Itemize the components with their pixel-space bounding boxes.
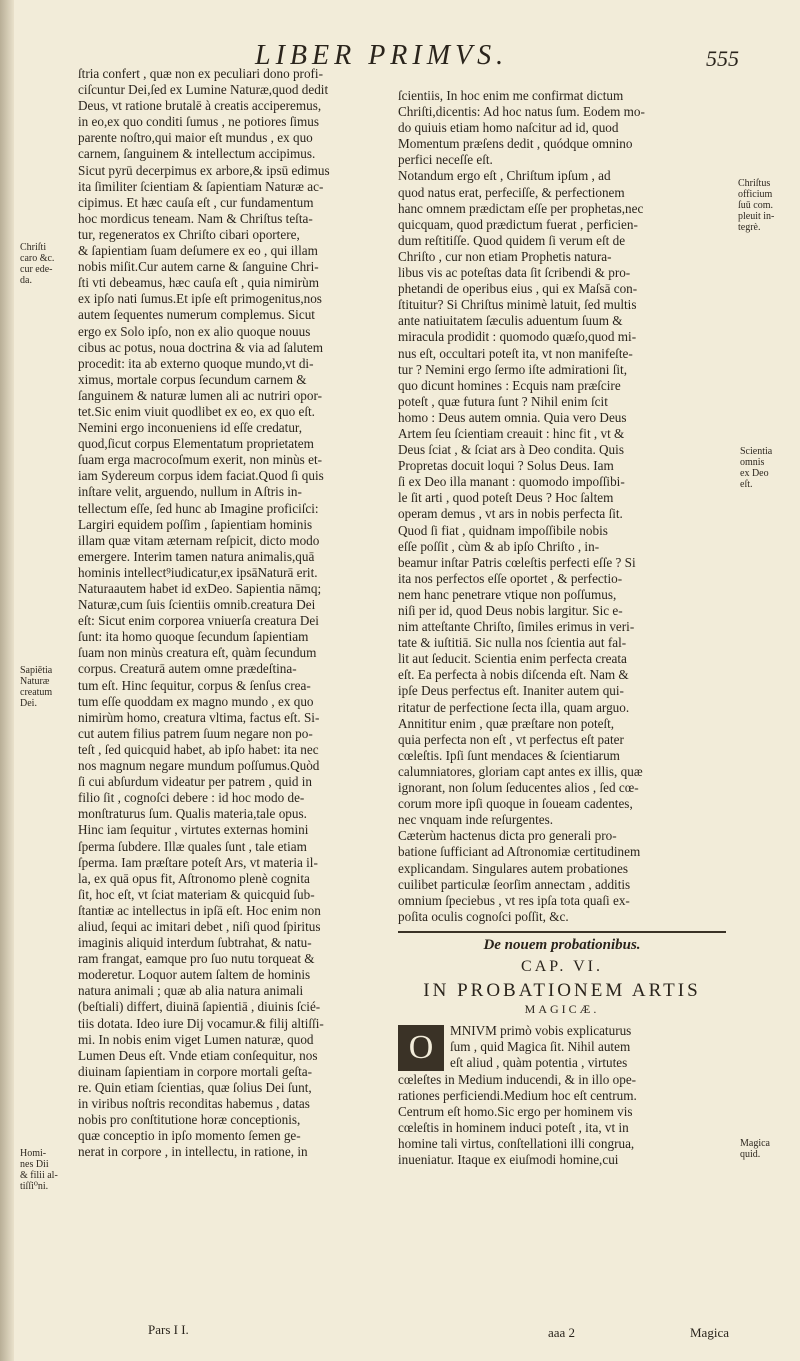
text-line: emergere. Interim tamen natura animalis,quā	[78, 548, 315, 564]
signature-mark: aaa 2	[548, 1325, 576, 1340]
running-head: LIBER PRIMVS.	[255, 40, 509, 71]
text-line: Nemini ergo inconueniens id eſſe credatur,	[78, 420, 303, 436]
text-line: Momentum præſens dedit , quódque omnino	[398, 136, 633, 152]
text-line: niſi per id, quod Deus nobis largitur. Sic e-	[398, 603, 623, 618]
text-line: nos magnum negare mundum poſſumus.Quòd	[78, 758, 320, 774]
text-line: hanc omnem prædictam eſſe per prophetas,nec	[398, 200, 644, 216]
text-line: eſt. Ea perfecta à nobis diſcenda eſt. Nam &	[398, 667, 629, 683]
text-line: Annititur enim , quæ præſtare non poteſt,	[398, 715, 615, 731]
text-line: Quod ſi fiat , quidnam impoſſibile nobis	[398, 522, 608, 538]
text-line: nobis miſit.Cur autem carne & ſanguine Chri-	[78, 259, 319, 275]
text-line: nimirùm homo, creatura vltima, factus eſt. Si-	[78, 709, 320, 725]
right-catchword: Magica	[690, 1325, 729, 1340]
text-line: ita nos perfectos eſſe oportet , & perfectio-	[398, 570, 623, 586]
text-line: omnium ſpeciebus , vt res ipſa tota quaſi ex-	[398, 892, 630, 908]
text-line: quæ conceptio in ipſo momento ſemen ge-	[78, 1128, 301, 1144]
text-line: eſt aliud , quàm potentia , virtutes	[450, 1055, 628, 1071]
text-line: corpus. Creaturā autem omne prædeſtina-	[78, 661, 297, 677]
text-line: ſuam non minùs creatura eſt, quàm ſecundum	[78, 645, 317, 661]
text-line: ſti vti debeamus, hæc cauſa eſt , quia nimirùm	[78, 275, 319, 291]
text-line: lit aut ſeducit. Scientia enim perfecta creata	[398, 651, 627, 667]
text-line: batione ſufficiant ad Aſtronomiæ certitudinem	[398, 844, 641, 860]
text-line: Hinc iam ſequitur , virtutes externas homini	[78, 822, 309, 838]
text-line: poſita oculis cognoſci poſſit, &c.	[398, 908, 569, 924]
text-line: diuinam ſapientiam in corpore mortali geſta-	[78, 1063, 313, 1079]
text-line: Naturæ,cum ſuis ſcientiis omnib.creatura Dei	[78, 597, 316, 613]
text-line: tum eſſe quoddam ex magno mundo , ex quo	[78, 693, 314, 709]
text-line: beamur inſtar Patris cœleſtis perfecti eſſe ? Si	[398, 554, 636, 570]
right-column	[398, 88, 726, 1168]
margin-note-scientia-ex-deo: Scientia omnis ex Deo eſt.	[740, 446, 773, 490]
section-title: De nouem probationibus.	[483, 936, 641, 953]
text-line: Cæterùm hactenus dicta pro generali pro-	[398, 828, 617, 844]
text-line: ignorant, non ſolum ſeducentes alios , ſed cœ-	[398, 780, 639, 796]
page-binding-shadow	[0, 0, 14, 1361]
text-line: ſtantiæ ac intellectus in ipſā eſt. Hoc enim non	[78, 902, 321, 918]
text-line: carnem, ſanguinem & intellectum accipimus.	[78, 146, 316, 162]
text-line: quicquam, quod prædictum fuerat , perficien-	[398, 216, 638, 232]
text-line: nec vnquam inde reſurgentes.	[398, 812, 554, 828]
text-line: Lumen Deus eſt. Vnde etiam conſequitur, nos	[78, 1047, 318, 1063]
text-line: ſcientiis, In hoc enim me confirmat dictum	[398, 88, 624, 103]
text-line: tellectum eſſe, ſed hunc ab Imagine proficiſci:	[78, 500, 319, 516]
text-line: hominis intellect⁹iudicatur,ex ipsāNaturā erit.	[78, 564, 318, 580]
text-line: ſi ex Deo illa manant : quomodo impoſſibi-	[398, 474, 625, 490]
text-line: libus vis ac poteſtas data ſit ſcribendi & pro-	[398, 265, 631, 281]
section-divider	[398, 931, 726, 933]
text-line: in eo,ex quo conditi ſumus , ne potiores ſimus	[78, 114, 320, 130]
text-line: mi. In nobis enim viget Lumen naturæ, quod	[78, 1031, 314, 1047]
chapter-opening	[398, 1023, 726, 1168]
text-line: tur ? Nemini ergo ſermo iſte admirationi ſit,	[398, 361, 628, 377]
text-line: in viribus noſtris reconditas habemus , datas	[78, 1096, 310, 1111]
text-line: imaginis aliquid interdum ſubtrahat, & natu-	[78, 935, 312, 951]
text-line: nerat in corpore , in intellectu, in ratione, in	[78, 1144, 308, 1160]
chapter-subtitle: MAGICÆ.	[524, 1002, 600, 1017]
text-line: cut autem filius patrem ſuum negare non po-	[78, 725, 313, 741]
text-line: Chriſto , cur non etiam Prophetis natura-	[398, 248, 612, 264]
text-line: homo : Deus autem omnia. Quia vero Deus	[398, 409, 627, 425]
text-line: MNIVM primò vobis explicaturus	[450, 1023, 632, 1039]
text-line: ciſcuntur Dei,ſed ex Lumine Naturæ,quod dedit	[78, 82, 329, 98]
text-line: ram frangat, eamque pro ſuo nutu torqueat &	[78, 951, 315, 967]
text-line: dum reſtitiſſe. Quod quidem ſi verum eſt de	[398, 232, 626, 248]
text-line: eſſe poſſit , cùm & ab ipſo Chriſto , in-	[398, 538, 600, 554]
text-line: le ſit arti , quod poteſt Deus ? Hoc ſaltem	[398, 490, 614, 506]
text-line: Largiri equidem poſſim , ſapientiam hominis	[78, 516, 313, 532]
margin-note-magica-quid: Magica quid.	[740, 1138, 770, 1160]
text-line: illam quæ vitam æternam reſpicit, dicto modo	[78, 532, 320, 548]
text-line: cœleſtes in Medium inducendi, & in illo ope-	[398, 1071, 637, 1087]
left-catchword: Pars I I.	[148, 1322, 189, 1337]
text-line: natura animali ; quæ ab alia natura animali	[78, 983, 304, 999]
text-line: cœleſtis. Ipſi ſunt mendaces & ſcientiarum	[398, 747, 620, 763]
text-line: filio ſit , cognoſci debere : id hoc modo de-	[78, 790, 305, 806]
text-line: cipimus. Et hæc cauſa eſt , cur fundamentum	[78, 194, 314, 210]
text-line: eſt: Sicut enim corporea vniuerſa creatura Dei	[78, 613, 319, 629]
text-line: ritatur de perfectione ſecta illa, quam arguo.	[398, 699, 630, 715]
text-line: ximus, mortale corpus ſecundum carnem &	[78, 371, 307, 387]
text-line: ſtituitur? Si Chriſtus minimè latuit, ſed multis	[398, 297, 637, 313]
text-line: autem ſequentes numerum complemus. Sicut	[78, 307, 315, 323]
text-line: ex ipſo nati ſumus.Et ipſe eſt primogenitus,nos	[78, 291, 322, 307]
text-line: hoc mordicus teneam. Nam & Chriſtus teſta-	[78, 210, 313, 226]
text-line: ſperma. Iam præſtare poteſt Ars, vt materia il-	[78, 854, 318, 870]
text-line: nobis pro conſtitutione horæ conceptionis,	[78, 1112, 301, 1128]
text-line: moderetur. Loquor autem ſaltem de hominis	[78, 967, 311, 983]
text-line: & ſapientiam ſuam deſumere ex eo , qui illam	[78, 243, 318, 259]
text-line: rationes perficiendi.Medium hoc eſt centrum.	[398, 1087, 637, 1103]
text-line: cibus ac potus, noua doctrina & via ad ſalutem	[78, 339, 323, 355]
margin-note-homines-dii: Homi- nes Dii & filii al- tiſſi⁰ni.	[20, 1148, 58, 1192]
chapter-title: IN PROBATIONEM ARTIS	[423, 980, 701, 1002]
text-line: operam demus , vt ars in nobis perfecta ſit.	[398, 506, 623, 522]
chapter-number: CAP. VI.	[521, 957, 603, 975]
text-line: ergo ex Solo ipſo, non ex alio quoque nouus	[78, 323, 311, 339]
text-line: (beſtiali) differt, diuinā ſapientiā , diuinis ſcié-	[78, 999, 321, 1015]
text-line: Notandum ergo eſt , Chriſtum ipſum , ad	[398, 168, 611, 184]
text-line: Deus, vt ratione brutalē à creatis acciperemus,	[78, 98, 322, 114]
text-line: tum eſt. Hinc ſequitur, corpus & ſenſus crea-	[78, 677, 311, 693]
right-column-text	[398, 88, 726, 925]
text-line: inſtare velit, arguendo, nullum in Aſtris in-	[78, 484, 302, 500]
text-line: quod natus erat, perfeciſſe, & perfectionem	[398, 184, 625, 200]
text-line: cuilibet particulæ ſeorſim annectam , additis	[398, 876, 631, 892]
text-line: Sicut pyrū decerpimus ex arbore,& ipsū edimus	[78, 162, 330, 178]
text-line: ſi cui abſurdum videatur per patrem , quid in	[78, 774, 313, 790]
chapter-text	[398, 1023, 726, 1168]
text-line: tet.Sic enim viuit quodlibet ex eo, ex quo eſt.	[78, 403, 315, 419]
text-line: ſanguinem & naturæ lumen ali ac nutriri opor-	[78, 387, 323, 403]
text-line: perfici neceſſe eſt.	[398, 152, 493, 168]
text-line: ſperma ſubdere. Illæ quales ſunt , tale etiam	[78, 838, 307, 854]
text-line: la, ex quā opus fit, Aſtronomo plenè cognita	[78, 870, 310, 886]
text-line: homine tali virtus, conſtellationi illi congrua,	[398, 1135, 635, 1151]
text-line: miracula prodidit : quomodo quæſo,quod mi-	[398, 329, 637, 345]
text-line: re. Quin etiam ſcientias, quæ ſolius Dei ſunt,	[78, 1079, 312, 1095]
text-line: tate & iuſtitiā. Sic nulla nos ſcientia aut fal-	[398, 635, 627, 651]
text-line: Naturaautem habet id exDeo. Sapientia nāmq;	[78, 581, 322, 596]
left-column	[78, 66, 383, 1160]
text-line: ſtria confert , quæ non ex peculiari dono profi-	[78, 66, 323, 81]
text-line: aliud, ſequi ac imitari debet , niſi quod ſpiritus	[78, 918, 321, 934]
text-line: parente noſtro,qui maior eſt mundus , ex quo	[78, 130, 313, 146]
text-line: tiis dotata. Ideo iure Dij vocamur.& filij altiſſi-	[78, 1015, 324, 1031]
text-line: do quiuis etiam homo naſcitur ad id, quod	[398, 120, 619, 136]
text-line: phetandi de operibus eius , qui ex Maſsā con-	[398, 281, 638, 297]
text-line: inueniatur. Itaque ex eiuſmodi homine,cui	[398, 1152, 619, 1167]
text-line: procedit: ita ab externo quoque mundo,vt di-	[78, 355, 314, 371]
text-line: iam Sydereum corpus idem faciat.Quod ſi quis	[78, 468, 324, 484]
margin-note-christus-officium: Chriſtus officium ſuū com. pleuit in- tegrè.	[738, 178, 775, 233]
text-line: tur, regeneratos ex Chriſto cibari oportere,	[78, 226, 300, 242]
text-line: ſum , quid Magica ſit. Nihil autem	[450, 1039, 631, 1055]
text-line: Chriſti,dicentis: Ad hoc natus ſum. Eodem mo-	[398, 104, 645, 120]
text-line: calumniatores, gloriam capt antes ex illis, quæ	[398, 763, 643, 779]
page-number: 555	[706, 46, 739, 71]
text-line: Deus ſciat , & ſciat ars à Deo condita. Quis	[398, 442, 624, 458]
margin-note-christi-caro: Chriſti caro &c. cur ede- da.	[20, 242, 55, 286]
text-line: quod,ſicut corpus Elementatum proprietatem	[78, 436, 314, 452]
text-line: cœleſtis in hominem induci poteſt , ita, vt in	[398, 1119, 629, 1135]
text-line: nem hanc penetrare vtique non poſſumus,	[398, 586, 617, 602]
text-line: ante natiuitatem ſæculis aduentum ſuum &	[398, 313, 623, 329]
text-line: ipſe Deus perfectus eſt. Inaniter autem qui-	[398, 683, 624, 699]
text-line: nim atteſtante Chriſto, ſimiles erimus in veri-	[398, 619, 635, 635]
text-line: teſt , ſed quicquid habet, ab ipſo habet: ita nec	[78, 741, 319, 757]
margin-note-sapientia-naturae: Sapiētia Naturæ creatum Dei.	[20, 665, 53, 709]
text-line: quo dicunt homines : Ecquis nam præſcire	[398, 377, 621, 393]
text-line: ſuam erga macrocoſmum exerit, non minùs et-	[78, 452, 323, 468]
text-line: quia perfecta non eſt , vt perfectus eſt pater	[398, 731, 624, 747]
text-line: corum more ipſi quoque in ſoueam cadentes,	[398, 796, 633, 812]
text-line: Centrum eſt homo.Sic ergo per hominem vis	[398, 1103, 633, 1119]
text-line: Artem ſeu ſcientiam creauit : hinc fit , vt &	[398, 425, 625, 441]
text-line: poteſt , quæ futura ſunt ? Nihil enim ſcit	[398, 393, 608, 409]
text-line: ſit, hoc eſt, vt ſciat materiam & quicquid ſub-	[78, 886, 315, 902]
text-line: nus eſt, occultari poteſt ita, vt non manifeſte-	[398, 345, 633, 361]
text-line: ſunt: ita homo quoque ſecundum ſapientiam	[78, 629, 309, 645]
decorated-initial: O	[398, 1025, 444, 1071]
text-line: Propretas docuit loqui ? Solus Deus. Iam	[398, 458, 614, 474]
text-line: ita ſimiliter ſcientiam & ſapientiam Naturæ ac-	[78, 178, 324, 194]
text-line: monſtraturus ſum. Qualis materia,tale opus.	[78, 806, 307, 822]
text-line: explicandam. Singulares autem probationes	[398, 860, 628, 876]
